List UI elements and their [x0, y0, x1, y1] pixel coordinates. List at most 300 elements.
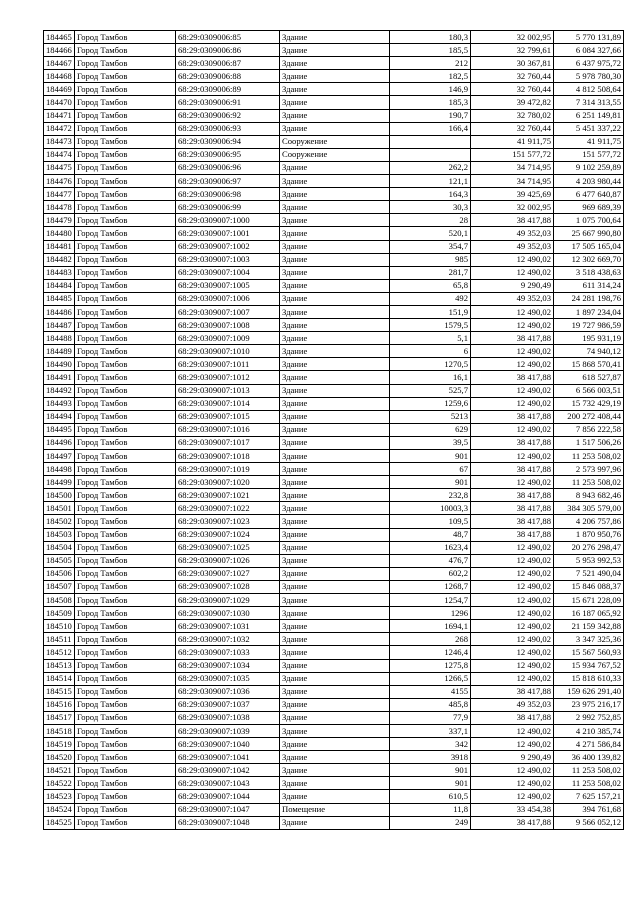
row-number-cell: 184469 — [44, 83, 75, 96]
unit-value-cell: 38 417,88 — [471, 410, 554, 423]
table-row — [44, 685, 624, 698]
area-cell: 1266,5 — [390, 672, 471, 685]
cadastral-value-cell: 4 210 385,74 — [554, 724, 624, 737]
municipality-cell: Город Тамбов — [75, 240, 176, 253]
cadastral-value-cell: 200 272 408,44 — [554, 410, 624, 423]
cadastral-number-cell: 68:29:0309006:94 — [176, 135, 280, 148]
area-cell: 109,5 — [390, 515, 471, 528]
cadastral-value-table — [43, 30, 624, 830]
unit-value-cell: 12 490,02 — [471, 607, 554, 620]
municipality-cell: Город Тамбов — [75, 450, 176, 463]
area-cell: 232,8 — [390, 489, 471, 502]
object-type-cell: Здание — [280, 83, 390, 96]
area-cell: 268 — [390, 633, 471, 646]
table-row — [44, 57, 624, 70]
area-cell: 262,2 — [390, 161, 471, 174]
table-row — [44, 175, 624, 188]
table-row — [44, 724, 624, 737]
cadastral-value-cell: 20 276 298,47 — [554, 541, 624, 554]
cadastral-value-cell: 11 253 508,02 — [554, 476, 624, 489]
unit-value-cell: 151 577,72 — [471, 148, 554, 161]
table-row — [44, 96, 624, 109]
object-type-cell: Сооружение — [280, 135, 390, 148]
table-row — [44, 122, 624, 135]
cadastral-number-cell: 68:29:0309006:88 — [176, 70, 280, 83]
table-row — [44, 580, 624, 593]
cadastral-number-cell: 68:29:0309007:1016 — [176, 423, 280, 436]
object-type-cell: Здание — [280, 410, 390, 423]
table-row — [44, 410, 624, 423]
municipality-cell: Город Тамбов — [75, 292, 176, 305]
object-type-cell: Здание — [280, 580, 390, 593]
area-cell: 354,7 — [390, 240, 471, 253]
unit-value-cell: 49 352,03 — [471, 227, 554, 240]
area-cell: 185,3 — [390, 96, 471, 109]
cadastral-value-cell: 21 159 342,88 — [554, 620, 624, 633]
cadastral-number-cell: 68:29:0309006:95 — [176, 148, 280, 161]
table-row — [44, 332, 624, 345]
unit-value-cell: 12 490,02 — [471, 358, 554, 371]
row-number-cell: 184489 — [44, 345, 75, 358]
cadastral-value-cell: 15 868 570,41 — [554, 358, 624, 371]
cadastral-number-cell: 68:29:0309007:1037 — [176, 698, 280, 711]
unit-value-cell: 12 490,02 — [471, 266, 554, 279]
area-cell: 77,9 — [390, 711, 471, 724]
table-row — [44, 266, 624, 279]
row-number-cell: 184478 — [44, 201, 75, 214]
object-type-cell: Здание — [280, 646, 390, 659]
table-row — [44, 738, 624, 751]
object-type-cell: Здание — [280, 305, 390, 318]
table-row — [44, 790, 624, 803]
cadastral-value-cell: 195 931,19 — [554, 332, 624, 345]
cadastral-value-cell: 15 567 560,93 — [554, 646, 624, 659]
object-type-cell: Здание — [280, 790, 390, 803]
object-type-cell: Здание — [280, 502, 390, 515]
object-type-cell: Здание — [280, 332, 390, 345]
table-row — [44, 633, 624, 646]
row-number-cell: 184480 — [44, 227, 75, 240]
municipality-cell: Город Тамбов — [75, 580, 176, 593]
area-cell: 16,1 — [390, 371, 471, 384]
municipality-cell: Город Тамбов — [75, 476, 176, 489]
cadastral-number-cell: 68:29:0309007:1038 — [176, 711, 280, 724]
table-row — [44, 711, 624, 724]
cadastral-value-cell: 4 812 508,64 — [554, 83, 624, 96]
cadastral-number-cell: 68:29:0309006:87 — [176, 57, 280, 70]
cadastral-number-cell: 68:29:0309007:1044 — [176, 790, 280, 803]
municipality-cell: Город Тамбов — [75, 122, 176, 135]
unit-value-cell: 12 490,02 — [471, 397, 554, 410]
unit-value-cell: 12 490,02 — [471, 567, 554, 580]
row-number-cell: 184520 — [44, 751, 75, 764]
unit-value-cell: 38 417,88 — [471, 489, 554, 502]
area-cell: 485,8 — [390, 698, 471, 711]
row-number-cell: 184479 — [44, 214, 75, 227]
cadastral-value-cell: 1 897 234,04 — [554, 305, 624, 318]
cadastral-number-cell: 68:29:0309007:1039 — [176, 724, 280, 737]
municipality-cell: Город Тамбов — [75, 384, 176, 397]
unit-value-cell: 12 490,02 — [471, 646, 554, 659]
unit-value-cell: 49 352,03 — [471, 698, 554, 711]
cadastral-value-cell: 6 566 003,51 — [554, 384, 624, 397]
area-cell: 602,2 — [390, 567, 471, 580]
municipality-cell: Город Тамбов — [75, 620, 176, 633]
cadastral-number-cell: 68:29:0309007:1001 — [176, 227, 280, 240]
cadastral-number-cell: 68:29:0309007:1021 — [176, 489, 280, 502]
area-cell: 5213 — [390, 410, 471, 423]
cadastral-value-cell: 7 521 490,04 — [554, 567, 624, 580]
object-type-cell: Здание — [280, 423, 390, 436]
table-row — [44, 594, 624, 607]
cadastral-value-cell: 6 084 327,66 — [554, 44, 624, 57]
municipality-cell: Город Тамбов — [75, 646, 176, 659]
object-type-cell: Сооружение — [280, 148, 390, 161]
cadastral-value-cell: 12 302 669,70 — [554, 253, 624, 266]
row-number-cell: 184519 — [44, 738, 75, 751]
object-type-cell: Здание — [280, 751, 390, 764]
area-cell: 520,1 — [390, 227, 471, 240]
row-number-cell: 184486 — [44, 305, 75, 318]
table-row — [44, 816, 624, 829]
table-row — [44, 489, 624, 502]
cadastral-value-cell: 74 940,12 — [554, 345, 624, 358]
table-row — [44, 567, 624, 580]
unit-value-cell: 12 490,02 — [471, 659, 554, 672]
area-cell: 190,7 — [390, 109, 471, 122]
row-number-cell: 184493 — [44, 397, 75, 410]
area-cell: 901 — [390, 476, 471, 489]
row-number-cell: 184518 — [44, 724, 75, 737]
object-type-cell: Здание — [280, 96, 390, 109]
municipality-cell: Город Тамбов — [75, 266, 176, 279]
cadastral-value-cell: 6 251 149,81 — [554, 109, 624, 122]
municipality-cell: Город Тамбов — [75, 659, 176, 672]
object-type-cell: Здание — [280, 70, 390, 83]
unit-value-cell: 38 417,88 — [471, 685, 554, 698]
table-row — [44, 541, 624, 554]
unit-value-cell: 12 490,02 — [471, 777, 554, 790]
row-number-cell: 184508 — [44, 594, 75, 607]
cadastral-number-cell: 68:29:0309006:99 — [176, 201, 280, 214]
cadastral-number-cell: 68:29:0309007:1007 — [176, 305, 280, 318]
area-cell: 39,5 — [390, 436, 471, 449]
object-type-cell: Помещение — [280, 803, 390, 816]
municipality-cell: Город Тамбов — [75, 541, 176, 554]
row-number-cell: 184485 — [44, 292, 75, 305]
unit-value-cell: 39 472,82 — [471, 96, 554, 109]
object-type-cell: Здание — [280, 777, 390, 790]
cadastral-value-cell: 9 102 259,89 — [554, 161, 624, 174]
cadastral-value-cell: 41 911,75 — [554, 135, 624, 148]
municipality-cell: Город Тамбов — [75, 685, 176, 698]
row-number-cell: 184473 — [44, 135, 75, 148]
object-type-cell: Здание — [280, 57, 390, 70]
cadastral-number-cell: 68:29:0309007:1002 — [176, 240, 280, 253]
cadastral-number-cell: 68:29:0309006:93 — [176, 122, 280, 135]
table-row — [44, 188, 624, 201]
object-type-cell: Здание — [280, 201, 390, 214]
unit-value-cell: 32 760,44 — [471, 70, 554, 83]
municipality-cell: Город Тамбов — [75, 672, 176, 685]
municipality-cell: Город Тамбов — [75, 738, 176, 751]
unit-value-cell: 9 290,49 — [471, 279, 554, 292]
area-cell: 492 — [390, 292, 471, 305]
cadastral-number-cell: 68:29:0309007:1005 — [176, 279, 280, 292]
cadastral-number-cell: 68:29:0309007:1026 — [176, 554, 280, 567]
object-type-cell: Здание — [280, 738, 390, 751]
municipality-cell: Город Тамбов — [75, 57, 176, 70]
object-type-cell: Здание — [280, 358, 390, 371]
table-row — [44, 70, 624, 83]
cadastral-value-cell: 36 400 139,82 — [554, 751, 624, 764]
row-number-cell: 184500 — [44, 489, 75, 502]
cadastral-number-cell: 68:29:0309007:1019 — [176, 463, 280, 476]
unit-value-cell: 32 780,02 — [471, 109, 554, 122]
table-row — [44, 764, 624, 777]
row-number-cell: 184475 — [44, 161, 75, 174]
municipality-cell: Город Тамбов — [75, 567, 176, 580]
cadastral-number-cell: 68:29:0309007:1015 — [176, 410, 280, 423]
cadastral-number-cell: 68:29:0309006:89 — [176, 83, 280, 96]
municipality-cell: Город Тамбов — [75, 148, 176, 161]
cadastral-value-cell: 7 625 157,21 — [554, 790, 624, 803]
municipality-cell: Город Тамбов — [75, 201, 176, 214]
area-cell: 166,4 — [390, 122, 471, 135]
cadastral-value-cell: 5 770 131,89 — [554, 31, 624, 44]
municipality-cell: Город Тамбов — [75, 83, 176, 96]
municipality-cell: Город Тамбов — [75, 279, 176, 292]
row-number-cell: 184501 — [44, 502, 75, 515]
cadastral-value-cell: 15 846 088,37 — [554, 580, 624, 593]
area-cell: 4155 — [390, 685, 471, 698]
row-number-cell: 184474 — [44, 148, 75, 161]
cadastral-value-cell: 2 992 752,85 — [554, 711, 624, 724]
cadastral-number-cell: 68:29:0309007:1000 — [176, 214, 280, 227]
area-cell: 146,9 — [390, 83, 471, 96]
cadastral-number-cell: 68:29:0309007:1023 — [176, 515, 280, 528]
cadastral-value-cell: 1 075 700,64 — [554, 214, 624, 227]
cadastral-number-cell: 68:29:0309007:1008 — [176, 319, 280, 332]
cadastral-number-cell: 68:29:0309007:1040 — [176, 738, 280, 751]
area-cell: 901 — [390, 764, 471, 777]
table-body — [44, 31, 624, 830]
object-type-cell: Здание — [280, 607, 390, 620]
area-cell: 11,8 — [390, 803, 471, 816]
object-type-cell: Здание — [280, 724, 390, 737]
cadastral-value-cell: 19 727 986,59 — [554, 319, 624, 332]
object-type-cell: Здание — [280, 240, 390, 253]
row-number-cell: 184494 — [44, 410, 75, 423]
row-number-cell: 184471 — [44, 109, 75, 122]
row-number-cell: 184498 — [44, 463, 75, 476]
cadastral-number-cell: 68:29:0309007:1017 — [176, 436, 280, 449]
cadastral-number-cell: 68:29:0309007:1031 — [176, 620, 280, 633]
municipality-cell: Город Тамбов — [75, 345, 176, 358]
municipality-cell: Город Тамбов — [75, 305, 176, 318]
municipality-cell: Город Тамбов — [75, 515, 176, 528]
area-cell — [390, 148, 471, 161]
municipality-cell: Город Тамбов — [75, 410, 176, 423]
object-type-cell: Здание — [280, 764, 390, 777]
object-type-cell: Здание — [280, 659, 390, 672]
cadastral-number-cell: 68:29:0309006:85 — [176, 31, 280, 44]
unit-value-cell: 38 417,88 — [471, 711, 554, 724]
cadastral-value-cell: 5 953 992,53 — [554, 554, 624, 567]
cadastral-number-cell: 68:29:0309007:1010 — [176, 345, 280, 358]
row-number-cell: 184482 — [44, 253, 75, 266]
area-cell: 901 — [390, 777, 471, 790]
area-cell: 28 — [390, 214, 471, 227]
table-row — [44, 214, 624, 227]
table-row — [44, 502, 624, 515]
row-number-cell: 184465 — [44, 31, 75, 44]
object-type-cell: Здание — [280, 436, 390, 449]
table-row — [44, 751, 624, 764]
unit-value-cell: 12 490,02 — [471, 476, 554, 489]
row-number-cell: 184514 — [44, 672, 75, 685]
cadastral-number-cell: 68:29:0309007:1043 — [176, 777, 280, 790]
table-row — [44, 646, 624, 659]
area-cell: 65,8 — [390, 279, 471, 292]
object-type-cell: Здание — [280, 594, 390, 607]
object-type-cell: Здание — [280, 633, 390, 646]
cadastral-value-cell: 5 978 780,30 — [554, 70, 624, 83]
table-row — [44, 476, 624, 489]
cadastral-number-cell: 68:29:0309007:1022 — [176, 502, 280, 515]
row-number-cell: 184491 — [44, 371, 75, 384]
row-number-cell: 184467 — [44, 57, 75, 70]
municipality-cell: Город Тамбов — [75, 135, 176, 148]
object-type-cell: Здание — [280, 463, 390, 476]
cadastral-value-cell: 7 314 313,55 — [554, 96, 624, 109]
cadastral-number-cell: 68:29:0309006:86 — [176, 44, 280, 57]
row-number-cell: 184521 — [44, 764, 75, 777]
row-number-cell: 184523 — [44, 790, 75, 803]
cadastral-value-table-page — [43, 30, 623, 830]
cadastral-number-cell: 68:29:0309007:1009 — [176, 332, 280, 345]
cadastral-number-cell: 68:29:0309007:1024 — [176, 528, 280, 541]
cadastral-value-cell: 4 203 980,44 — [554, 175, 624, 188]
unit-value-cell: 38 417,88 — [471, 463, 554, 476]
table-row — [44, 607, 624, 620]
unit-value-cell: 49 352,03 — [471, 292, 554, 305]
cadastral-number-cell: 68:29:0309007:1020 — [176, 476, 280, 489]
row-number-cell: 184507 — [44, 580, 75, 593]
row-number-cell: 184513 — [44, 659, 75, 672]
area-cell: 1246,4 — [390, 646, 471, 659]
municipality-cell: Город Тамбов — [75, 188, 176, 201]
object-type-cell: Здание — [280, 109, 390, 122]
cadastral-number-cell: 68:29:0309007:1028 — [176, 580, 280, 593]
table-row — [44, 698, 624, 711]
area-cell: 10003,3 — [390, 502, 471, 515]
unit-value-cell: 12 490,02 — [471, 305, 554, 318]
unit-value-cell: 12 490,02 — [471, 764, 554, 777]
object-type-cell: Здание — [280, 816, 390, 829]
cadastral-value-cell: 24 281 198,76 — [554, 292, 624, 305]
table-row — [44, 423, 624, 436]
cadastral-value-cell: 15 818 610,33 — [554, 672, 624, 685]
row-number-cell: 184487 — [44, 319, 75, 332]
row-number-cell: 184495 — [44, 423, 75, 436]
cadastral-number-cell: 68:29:0309006:98 — [176, 188, 280, 201]
cadastral-number-cell: 68:29:0309007:1030 — [176, 607, 280, 620]
unit-value-cell: 12 490,02 — [471, 450, 554, 463]
area-cell: 1275,8 — [390, 659, 471, 672]
unit-value-cell: 12 490,02 — [471, 672, 554, 685]
object-type-cell: Здание — [280, 188, 390, 201]
table-row — [44, 384, 624, 397]
municipality-cell: Город Тамбов — [75, 711, 176, 724]
area-cell: 1259,6 — [390, 397, 471, 410]
table-row — [44, 371, 624, 384]
area-cell: 1268,7 — [390, 580, 471, 593]
table-row — [44, 44, 624, 57]
area-cell — [390, 135, 471, 148]
cadastral-value-cell: 25 667 990,80 — [554, 227, 624, 240]
cadastral-value-cell: 16 187 065,92 — [554, 607, 624, 620]
object-type-cell: Здание — [280, 711, 390, 724]
cadastral-value-cell: 3 347 325,36 — [554, 633, 624, 646]
cadastral-number-cell: 68:29:0309007:1032 — [176, 633, 280, 646]
table-row — [44, 436, 624, 449]
municipality-cell: Город Тамбов — [75, 528, 176, 541]
area-cell: 1579,5 — [390, 319, 471, 332]
unit-value-cell: 32 760,44 — [471, 83, 554, 96]
unit-value-cell: 38 417,88 — [471, 332, 554, 345]
municipality-cell: Город Тамбов — [75, 607, 176, 620]
municipality-cell: Город Тамбов — [75, 436, 176, 449]
cadastral-value-cell: 618 527,87 — [554, 371, 624, 384]
row-number-cell: 184466 — [44, 44, 75, 57]
cadastral-value-cell: 4 271 586,84 — [554, 738, 624, 751]
cadastral-value-cell: 9 566 052,12 — [554, 816, 624, 829]
row-number-cell: 184490 — [44, 358, 75, 371]
municipality-cell: Город Тамбов — [75, 332, 176, 345]
table-row — [44, 31, 624, 44]
cadastral-value-cell: 1 870 950,76 — [554, 528, 624, 541]
unit-value-cell: 12 490,02 — [471, 620, 554, 633]
municipality-cell: Город Тамбов — [75, 423, 176, 436]
cadastral-value-cell: 151 577,72 — [554, 148, 624, 161]
table-row — [44, 803, 624, 816]
table-row — [44, 201, 624, 214]
unit-value-cell: 12 490,02 — [471, 738, 554, 751]
municipality-cell: Город Тамбов — [75, 816, 176, 829]
area-cell: 180,3 — [390, 31, 471, 44]
object-type-cell: Здание — [280, 161, 390, 174]
area-cell: 629 — [390, 423, 471, 436]
cadastral-value-cell: 969 689,39 — [554, 201, 624, 214]
area-cell: 67 — [390, 463, 471, 476]
row-number-cell: 184524 — [44, 803, 75, 816]
object-type-cell: Здание — [280, 266, 390, 279]
object-type-cell: Здание — [280, 371, 390, 384]
cadastral-value-cell: 15 934 767,52 — [554, 659, 624, 672]
municipality-cell: Город Тамбов — [75, 724, 176, 737]
municipality-cell: Город Тамбов — [75, 463, 176, 476]
row-number-cell: 184511 — [44, 633, 75, 646]
object-type-cell: Здание — [280, 345, 390, 358]
cadastral-number-cell: 68:29:0309007:1013 — [176, 384, 280, 397]
table-row — [44, 620, 624, 633]
area-cell: 30,3 — [390, 201, 471, 214]
table-row — [44, 659, 624, 672]
table-row — [44, 83, 624, 96]
area-cell: 281,7 — [390, 266, 471, 279]
table-row — [44, 227, 624, 240]
